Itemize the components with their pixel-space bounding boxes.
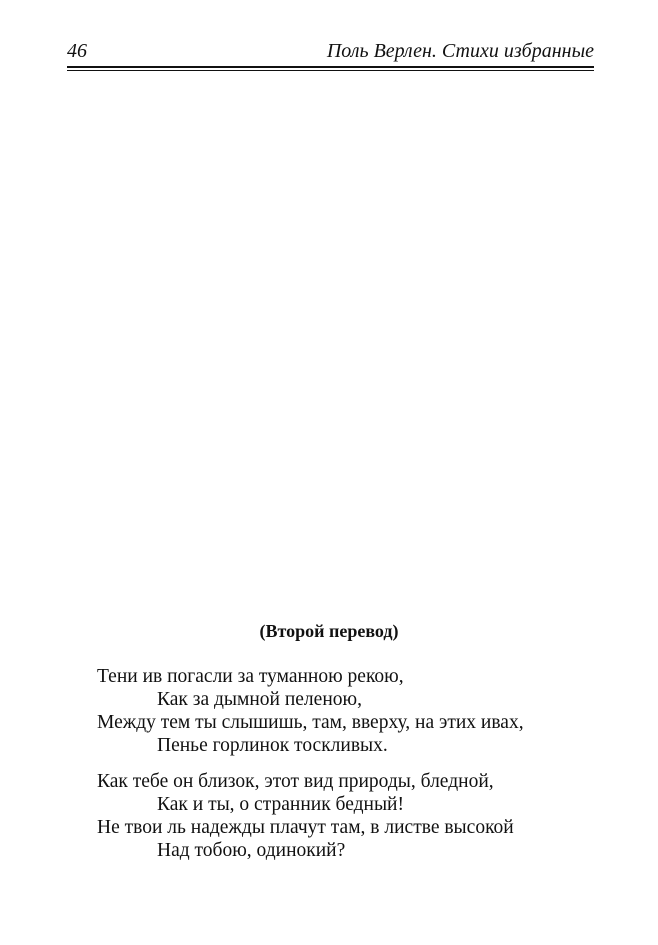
poem-heading: (Второй перевод) — [259, 621, 399, 641]
running-title: Поль Верлен. Стихи избранные — [326, 40, 594, 62]
poem-line-indented: Как за дымной пеленою, — [157, 689, 362, 710]
running-head — [67, 38, 594, 64]
poem-line-indented: Пенье горлинок тоскливых. — [157, 735, 388, 756]
poem-line: Тени ив погасли за туманною рекою, — [97, 666, 404, 687]
poem-body — [97, 665, 617, 875]
poem-line-indented: Над тобою, одинокий? — [157, 840, 346, 861]
page-number: 46 — [67, 40, 87, 62]
header-rule-thin — [67, 70, 594, 71]
poem-line: Между тем ты слышишь, там, вверху, на этих ивах, — [97, 712, 524, 733]
poem-line-indented: Как и ты, о странник бедный! — [157, 794, 404, 815]
stanza-1 — [97, 665, 617, 757]
poem-line: Как тебе он близок, этот вид природы, бледной, — [97, 771, 494, 792]
header-rule-thick — [67, 66, 594, 68]
poem-line: Не твои ль надежды плачут там, в листве высокой — [97, 817, 514, 838]
stanza-2 — [97, 770, 617, 862]
